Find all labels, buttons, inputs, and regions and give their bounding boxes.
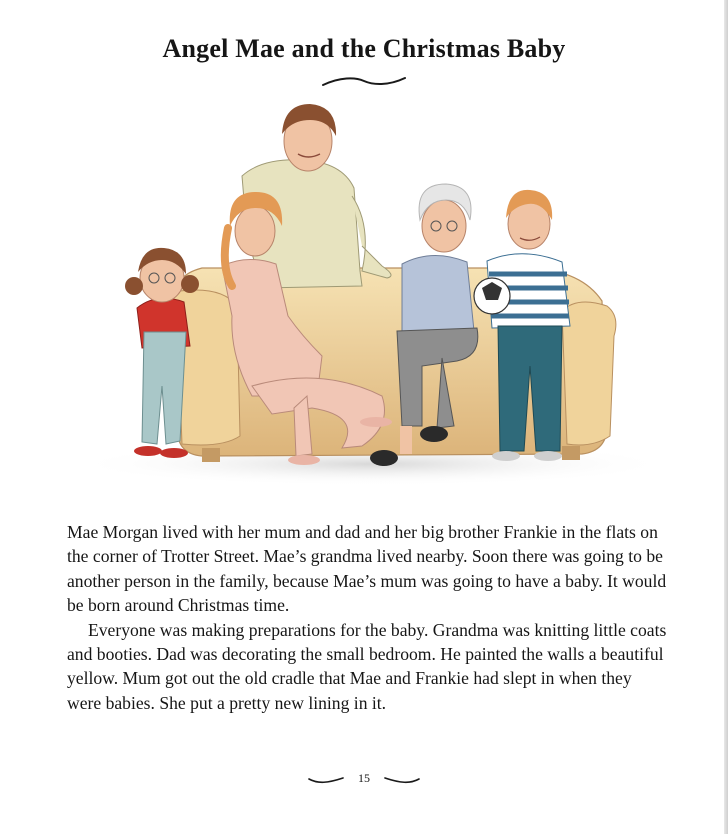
family-on-sofa-illustration	[62, 96, 672, 488]
page-footer	[0, 771, 728, 791]
page-title: Angel Mae and the Christmas Baby	[162, 34, 566, 63]
footer-swash-left-ornament	[308, 775, 344, 785]
footer-swash-right-ornament	[384, 775, 420, 785]
story-text	[67, 520, 667, 715]
paragraph-2: Everyone was making preparations for the baby. Grandma was knitting little coats and booties. Dad was decorating the small bedroom. He painted the walls a beautiful yellow. Mum got out the old cradle that Mae and Frankie had slept in when they were babies. She put a pretty new lining in it.	[67, 619, 667, 713]
title-swash-ornament	[320, 74, 408, 90]
paragraph-1: Mae Morgan lived with her mum and dad and her big brother Frankie in the flats on the corner of Trotter Street. Mae’s grandma lived nearby. Soon there was going to be another person in the family, because Mae’s mum was going to have a baby. It would be born around Christmas time.	[67, 522, 667, 616]
page-edge-shadow	[724, 0, 728, 834]
page-number: 15	[358, 771, 370, 785]
